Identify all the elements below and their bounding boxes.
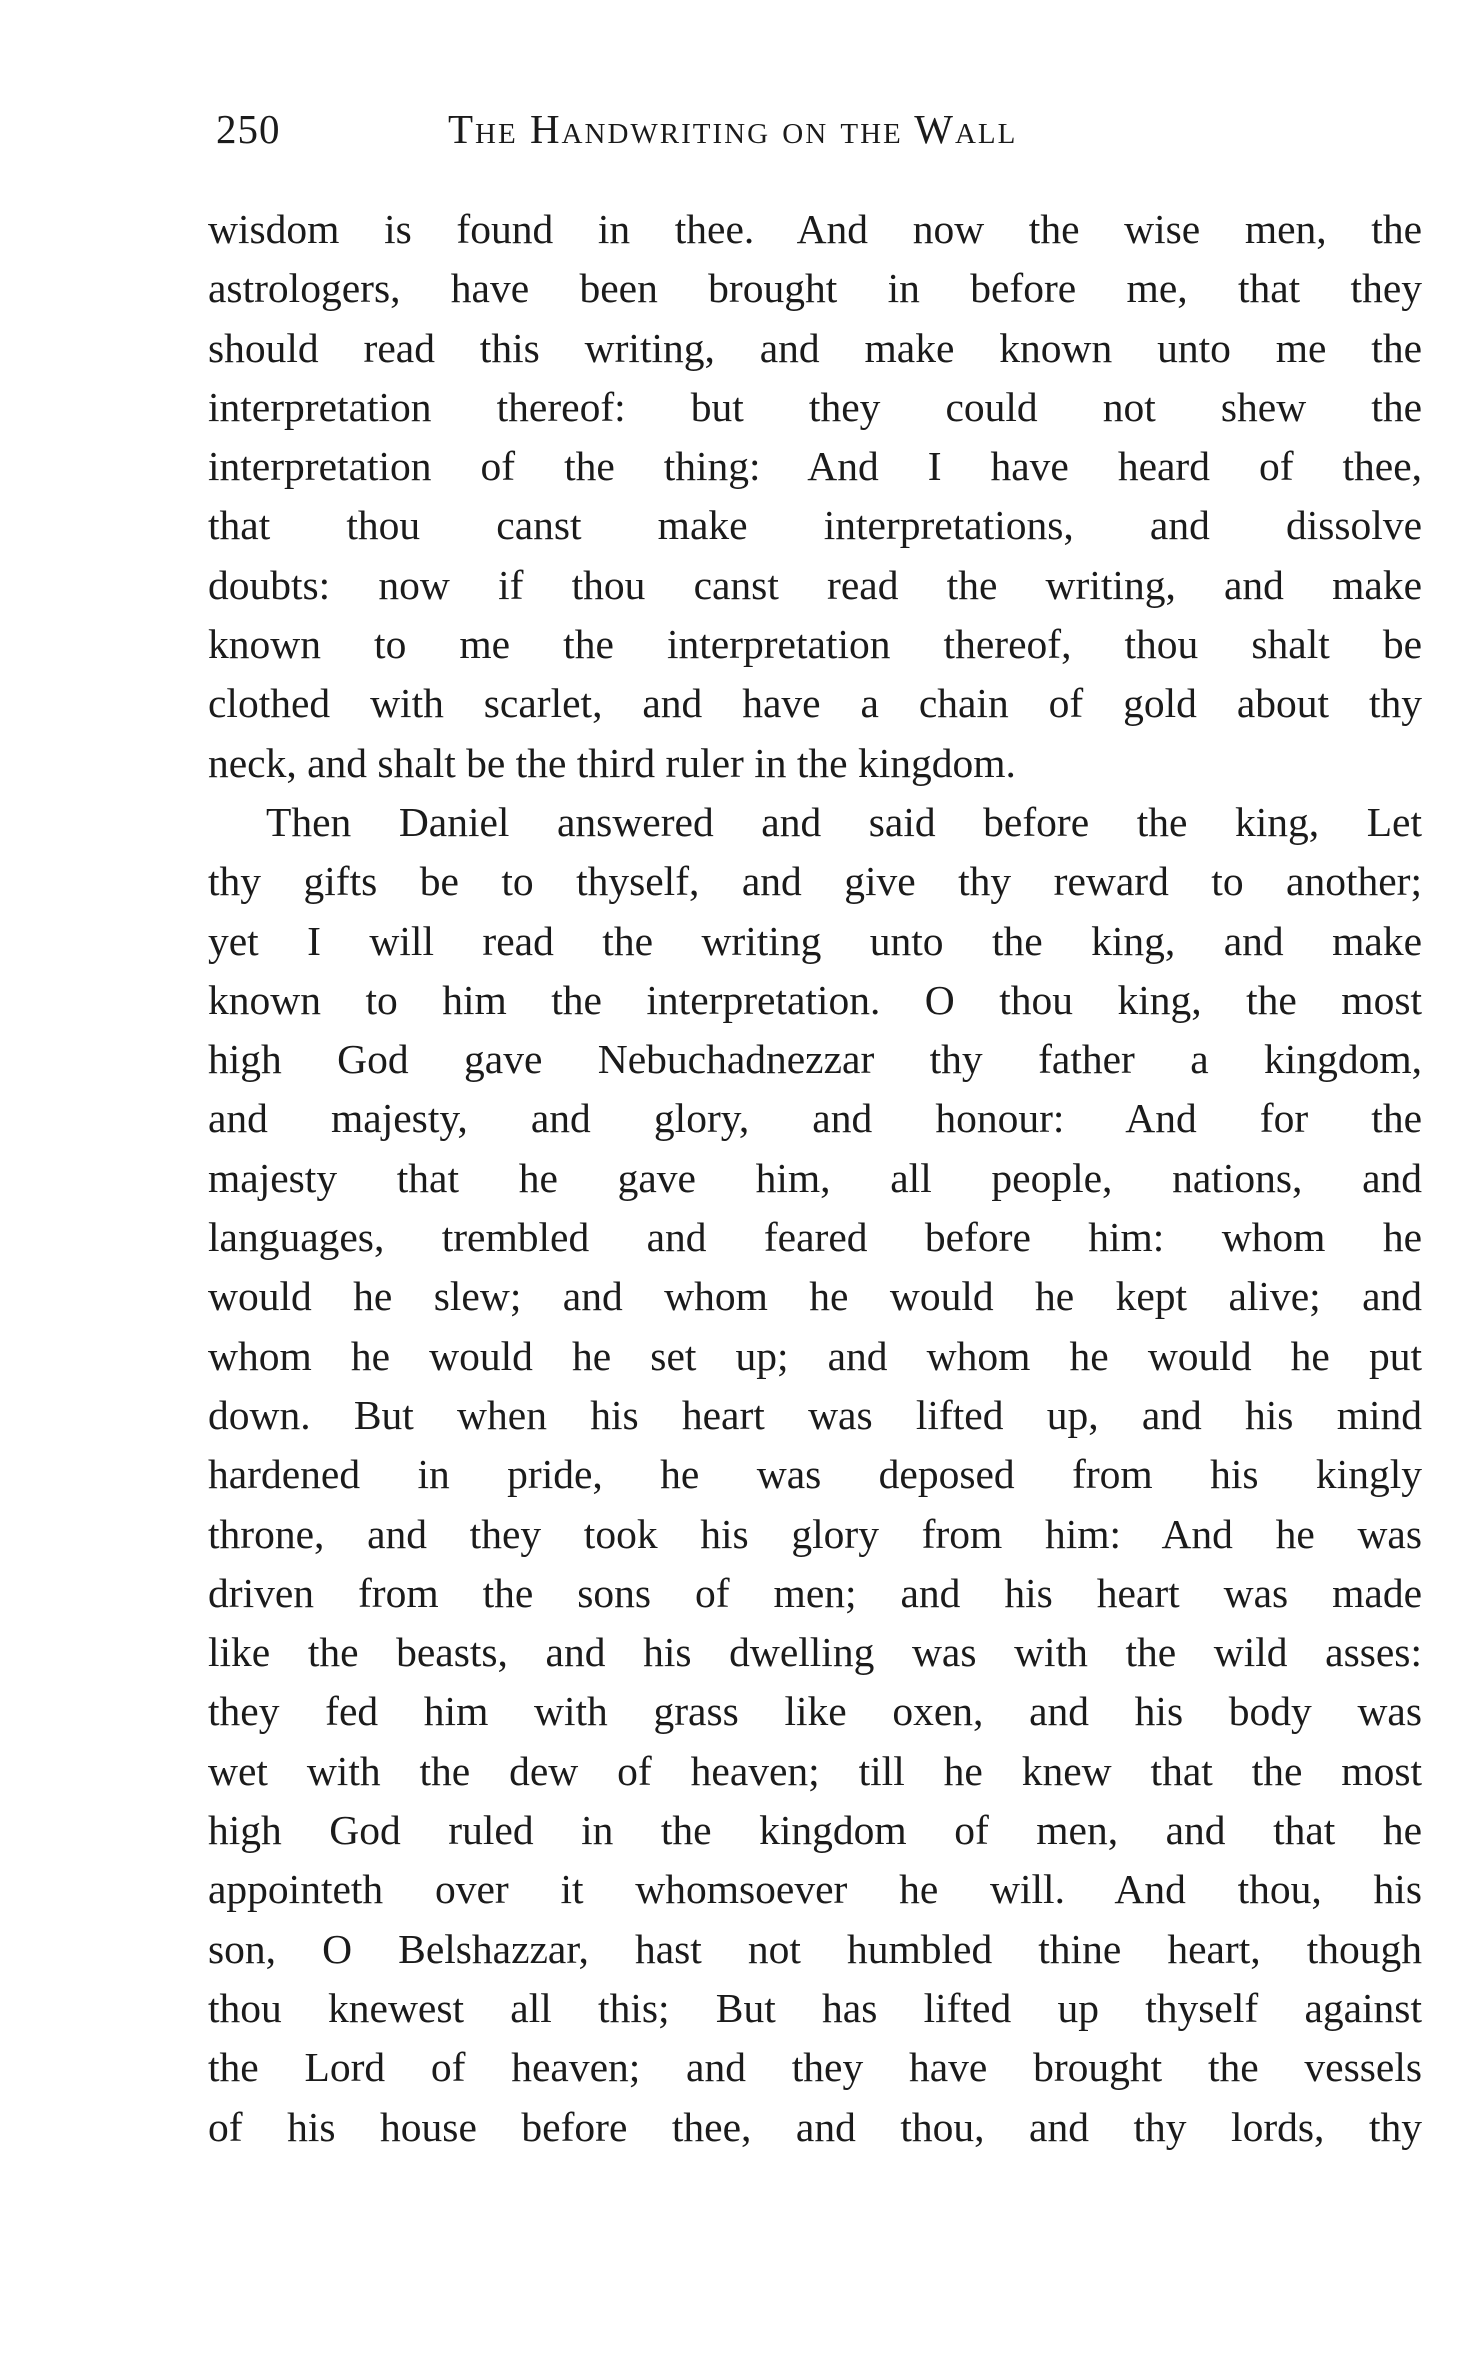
- text-line: that thou canst make interpretations, and dissolve: [208, 502, 1422, 549]
- text-line: like the beasts, and his dwelling was with the wild asses:: [208, 1629, 1422, 1676]
- text-line: thou knewest all this; But has lifted up thyself against: [208, 1984, 1422, 2031]
- body-text: [208, 200, 1422, 2157]
- text-line: doubts: now if thou canst read the writing, and make: [208, 561, 1422, 608]
- text-line: hardened in pride, he was deposed from his kingly: [208, 1451, 1422, 1498]
- text-line: and majesty, and glory, and honour: And for the: [208, 1095, 1422, 1142]
- text-line: languages, trembled and feared before him: whom he: [208, 1214, 1422, 1261]
- text-line: appointeth over it whomsoever he will. And thou, his: [208, 1866, 1422, 1913]
- paragraph-start-line: Then Daniel answered and said before the king, Let: [266, 798, 1422, 845]
- text-line: the Lord of heaven; and they have brought the vessels: [208, 2044, 1422, 2091]
- text-line: interpretation thereof: but they could not shew the: [208, 383, 1422, 430]
- text-line: interpretation of the thing: And I have heard of thee,: [208, 443, 1422, 490]
- text-line: driven from the sons of men; and his heart was made: [208, 1569, 1422, 1616]
- text-line: would he slew; and whom he would he kept alive; and: [208, 1273, 1422, 1320]
- running-title: The Handwriting on the Wall: [448, 106, 1018, 152]
- text-line: astrologers, have been brought in before me, that they: [208, 265, 1422, 312]
- text-line: should read this writing, and make known unto me the: [208, 324, 1422, 371]
- text-line: of his house before thee, and thou, and thy lords, thy: [208, 2103, 1422, 2150]
- text-line: majesty that he gave him, all people, nations, and: [208, 1154, 1422, 1201]
- text-line: they fed him with grass like oxen, and his body was: [208, 1688, 1422, 1735]
- text-line: neck, and shalt be the third ruler in the kingdom.: [208, 739, 1016, 786]
- text-line: known to him the interpretation. O thou king, the most: [208, 976, 1422, 1023]
- text-line: down. But when his heart was lifted up, and his mind: [208, 1391, 1422, 1438]
- text-line: whom he would he set up; and whom he would he put: [208, 1332, 1422, 1379]
- text-line: wet with the dew of heaven; till he knew that the most: [208, 1747, 1422, 1794]
- text-line: thy gifts be to thyself, and give thy reward to another;: [208, 858, 1422, 905]
- text-line: known to me the interpretation thereof, thou shalt be: [208, 621, 1422, 668]
- text-line: throne, and they took his glory from him: And he was: [208, 1510, 1422, 1557]
- text-line: wisdom is found in thee. And now the wise men, the: [208, 206, 1422, 252]
- page-number: 250: [216, 106, 281, 152]
- text-line: high God gave Nebuchadnezzar thy father a kingdom,: [208, 1036, 1422, 1083]
- text-line: son, O Belshazzar, hast not humbled thine heart, though: [208, 1925, 1422, 1972]
- page-header: [208, 105, 1300, 165]
- text-line: high God ruled in the kingdom of men, and that he: [208, 1807, 1422, 1854]
- text-line: yet I will read the writing unto the king, and make: [208, 917, 1422, 964]
- text-line: clothed with scarlet, and have a chain of gold about thy: [208, 680, 1422, 727]
